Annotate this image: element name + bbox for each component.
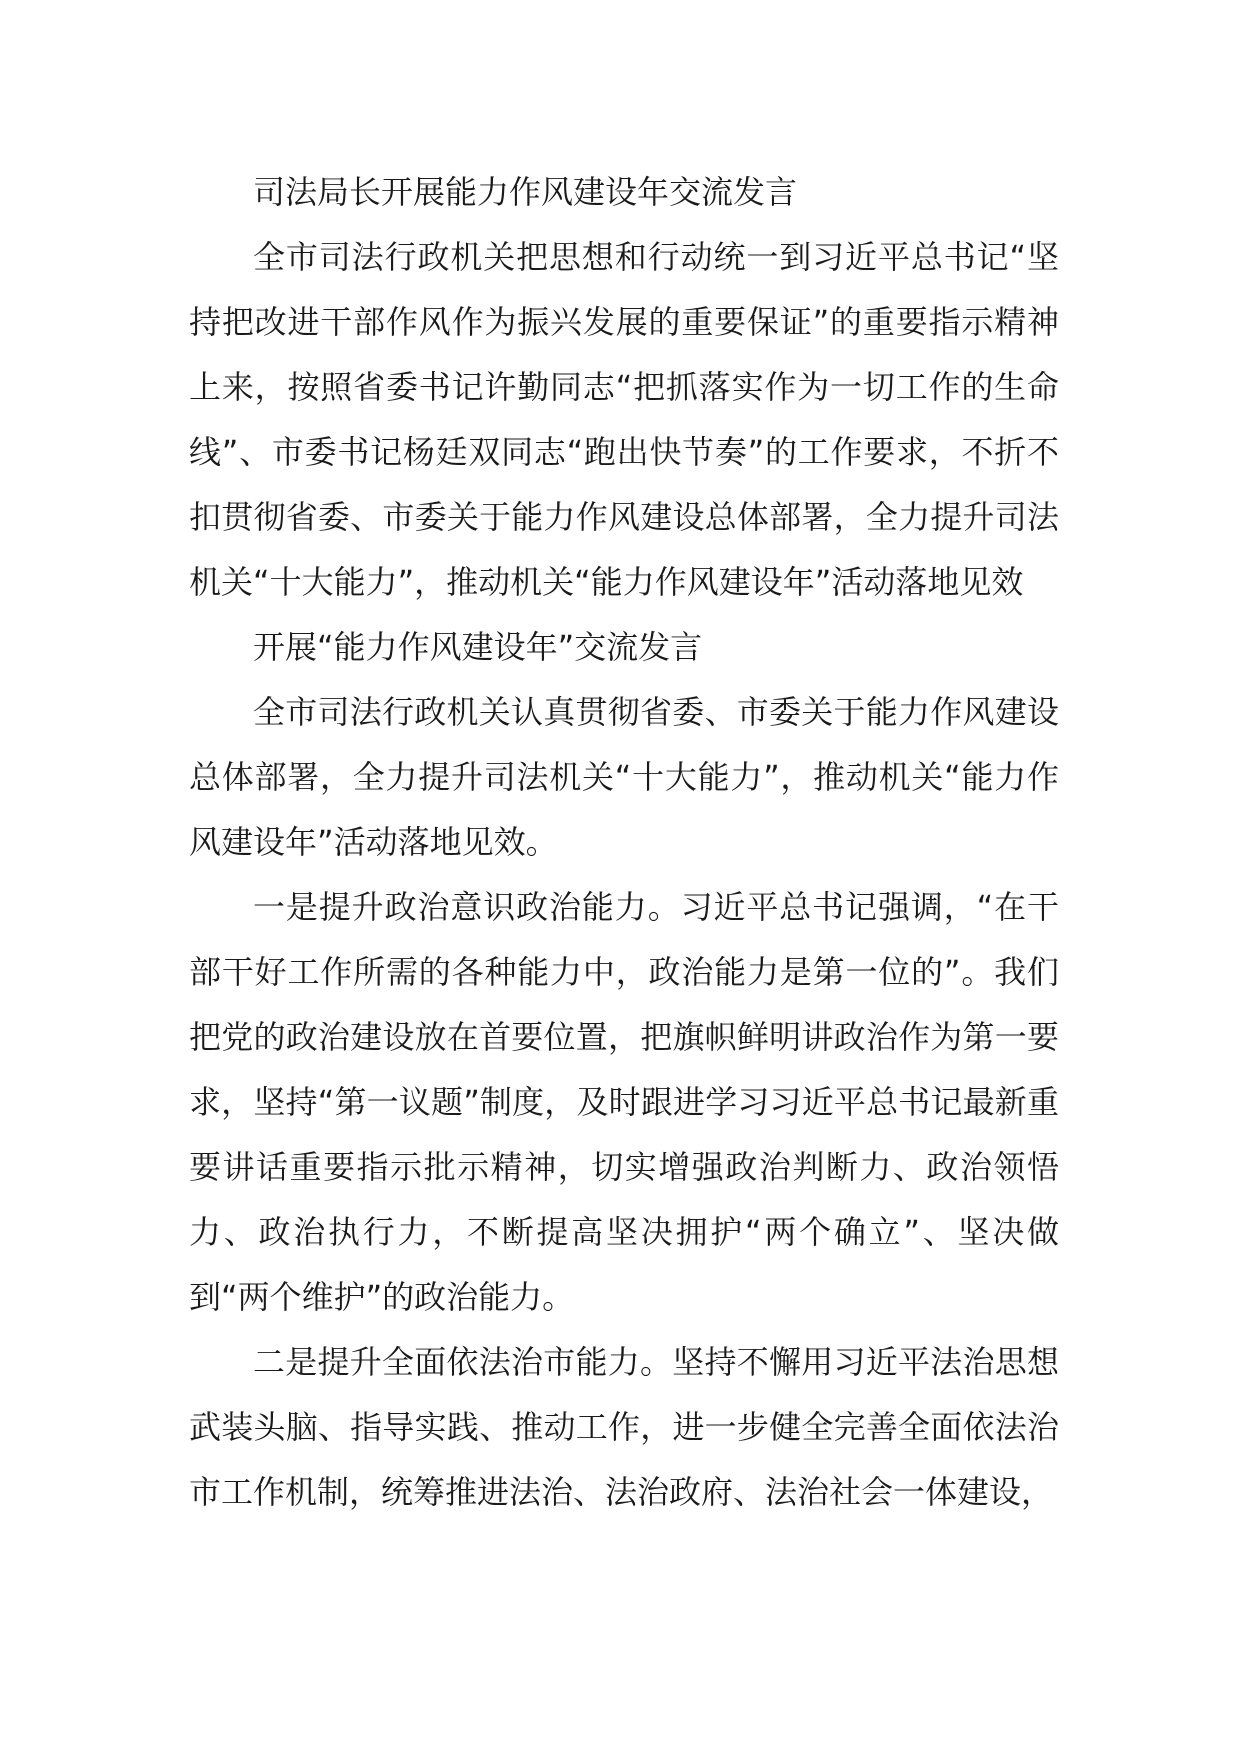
paragraph-rule-of-law-ability: 二是提升全面依法治市能力。坚持不懈用习近平法治思想武装头脑、指导实践、推动工作，进一步健全完善全面依法治市工作机制，统筹推进法治、法治政府、法治社会一体建设， [189, 1343, 1059, 1511]
paragraph-intro: 全市司法行政机关把思想和行动统一到习近平总书记“坚持把改进干部作风作为振兴发展的重要保证”的重要指示精神上来，按照省委书记许勤同志“把抓落实作为一切工作的生命线”、市委书记杨廷双同志“跑出快节奏”的工作要求，不折不扣贯彻省委、市委关于能力作风建设总体部署，全力提升司法机关“十大能力”，推动机关“能力作风建设年”活动落地见效 [189, 238, 1059, 601]
paragraph-summary: 全市司法行政机关认真贯彻省委、市委关于能力作风建设总体部署，全力提升司法机关“十大能力”，推动机关“能力作风建设年”活动落地见效。 [189, 693, 1059, 861]
document-page [189, 160, 1059, 1525]
document-title: 司法局长开展能力作风建设年交流发言 [253, 173, 798, 211]
section-heading: 开展“能力作风建设年”交流发言 [253, 628, 703, 666]
paragraph-political-ability: 一是提升政治意识政治能力。习近平总书记强调，“在干部干好工作所需的各种能力中，政治能力是第一位的”。我们把党的政治建设放在首要位置，把旗帜鲜明讲政治作为第一要求，坚持“第一议题”制度，及时跟进学习习近平总书记最新重要讲话重要指示批示精神，切实增强政治判断力、政治领悟力、政治执行力，不断提高坚决拥护“两个确立”、坚决做到“两个维护”的政治能力。 [189, 888, 1059, 1316]
